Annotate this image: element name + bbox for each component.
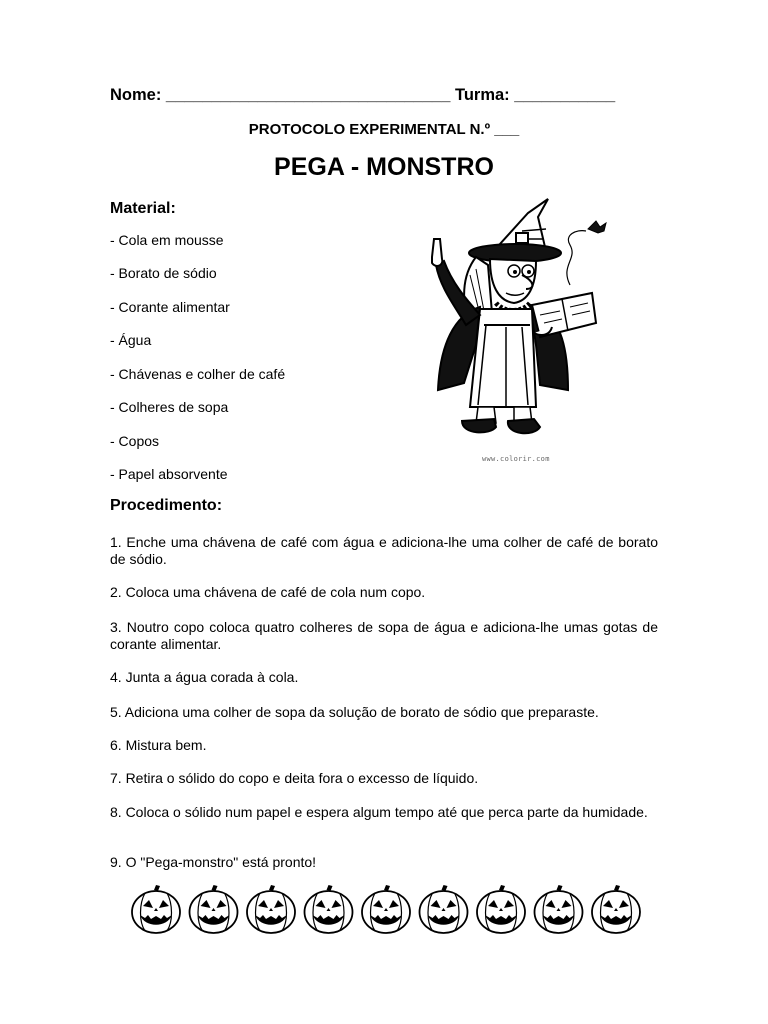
material-item: - Colheres de sopa (110, 399, 229, 415)
material-item: - Cola em mousse (110, 232, 224, 248)
material-item: - Corante alimentar (110, 299, 230, 315)
material-item: - Chávenas e colher de café (110, 366, 286, 382)
material-heading: Material: (110, 200, 176, 217)
jack-o-lantern-icon (132, 885, 180, 933)
jack-o-lantern-icon (190, 885, 238, 933)
jack-o-lantern-icon (535, 885, 583, 933)
pumpkin-border (125, 884, 645, 936)
material-item: - Água (110, 332, 152, 348)
procedure-step: 7. Retira o sólido do copo e deita fora o excesso de líquido. (110, 770, 479, 786)
name-class-line: Nome: _______________________________ Turma: ___________ (110, 86, 616, 104)
jack-o-lantern-icon (305, 885, 353, 933)
jack-o-lantern-icon (592, 885, 640, 933)
jack-o-lantern-icon (477, 885, 525, 933)
procedure-step: 4. Junta a água corada à cola. (110, 669, 299, 685)
procedure-step: 5. Adiciona uma colher de sopa da solução de borato de sódio que preparaste. (110, 704, 599, 720)
witch-reading-book-icon (410, 195, 610, 465)
procedure-step: 1. Enche uma chávena de café com água e adiciona-lhe uma colher de café de borato de sódio. (110, 534, 658, 567)
page-title: PEGA - MONSTRO (274, 153, 494, 181)
jack-o-lantern-icon (362, 885, 410, 933)
protocol-label: PROTOCOLO EXPERIMENTAL N.º ___ (248, 121, 520, 138)
procedure-step: 2. Coloca uma chávena de café de cola num copo. (110, 584, 426, 600)
procedure-heading: Procedimento: (110, 497, 223, 514)
jack-o-lantern-icon (247, 885, 295, 933)
procedure-step: 8. Coloca o sólido num papel e espera algum tempo até que perca parte da humidade. (110, 804, 648, 820)
illustration-credit: www.colorir.com (482, 455, 550, 463)
jack-o-lantern-icon (420, 885, 468, 933)
procedure-step: 3. Noutro copo coloca quatro colheres de sopa de água e adiciona-lhe umas gotas de corante alimentar. (110, 619, 658, 652)
material-item: - Papel absorvente (110, 466, 228, 482)
material-item: - Copos (110, 433, 160, 449)
material-item: - Borato de sódio (110, 265, 217, 281)
procedure-step: 6. Mistura bem. (110, 737, 207, 753)
procedure-step: 9. O "Pega-monstro" está pronto! (110, 854, 317, 870)
